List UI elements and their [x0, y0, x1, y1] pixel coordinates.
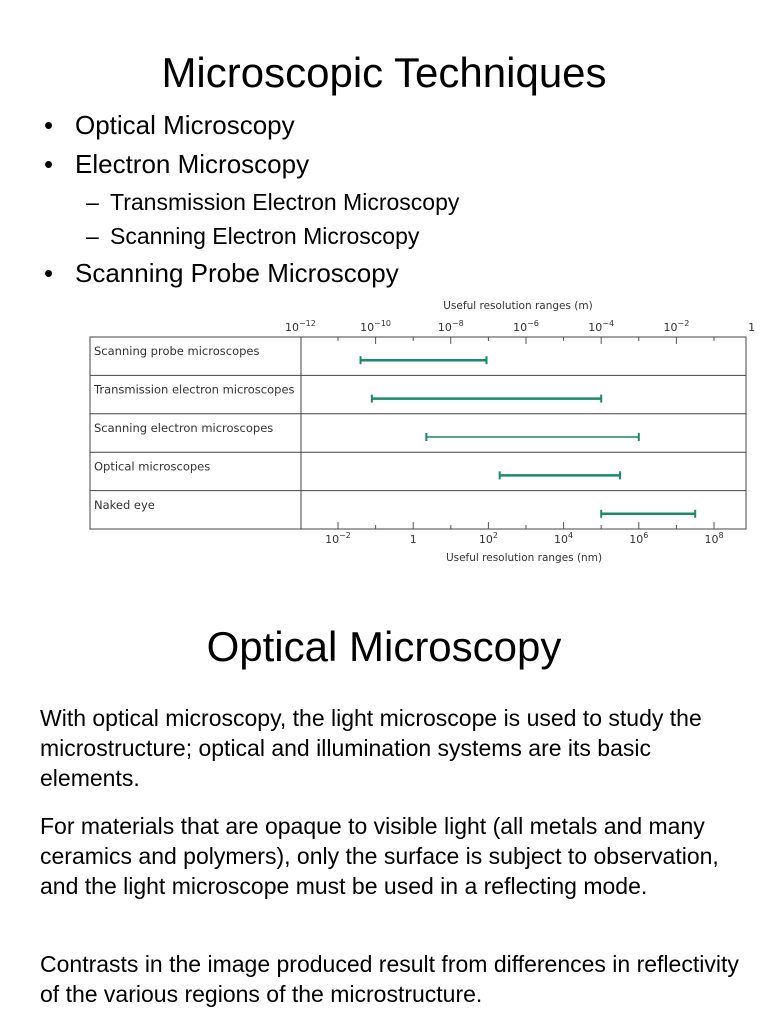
top-tick-label: 1	[748, 321, 756, 334]
bullet-marker: •	[44, 258, 54, 288]
top-axis-label: Useful resolution ranges (m)	[443, 300, 593, 312]
body-paragraph: With optical microscopy, the light microscope is used to study the microstructure; optical and illumination systems are its basic elements.	[40, 705, 702, 791]
bottom-tick-label: $10^2$	[478, 531, 498, 546]
bullet-text: Optical Microscopy	[75, 110, 295, 140]
top-tick-label: $10^{-10}$	[360, 319, 392, 334]
row-label: Naked eye	[94, 497, 155, 512]
slide-title: Microscopic Techniques	[161, 49, 607, 96]
sub-bullet-text: Scanning Electron Microscopy	[110, 223, 420, 249]
bullet-marker: •	[44, 149, 54, 179]
bottom-tick-label: $10^4$	[554, 531, 574, 546]
top-tick-label: $10^{-4}$	[588, 319, 615, 334]
top-tick-label: $10^{-8}$	[437, 319, 464, 334]
row-label: Scanning electron microscopes	[94, 421, 274, 435]
top-tick-label: $10^{-12}$	[284, 319, 316, 334]
bottom-tick-label: $10^8$	[704, 531, 724, 546]
sub-bullet-marker: –	[86, 223, 99, 249]
section-title: Optical Microscopy	[206, 623, 562, 670]
row-label: Optical microscopes	[94, 459, 211, 474]
bottom-tick-label: $10^{-2}$	[325, 531, 351, 546]
sub-bullet-text: Transmission Electron Microscopy	[110, 189, 460, 215]
body-paragraph: For materials that are opaque to visible light (all metals and many ceramics and polymers), only the surface is subject to observation, and the light microscope must be used in a reflecting mode.	[40, 813, 719, 899]
row-label: Transmission electron microscopes	[94, 382, 295, 397]
row-label: Scanning probe microscopes	[94, 344, 260, 359]
bottom-tick-label: $10^6$	[629, 531, 649, 546]
bullet-text: Scanning Probe Microscopy	[75, 258, 399, 288]
resolution-range-chart	[86, 296, 754, 568]
bottom-axis-label: Useful resolution ranges (nm)	[445, 552, 603, 564]
top-tick-label: $10^{-2}$	[663, 319, 690, 334]
bullet-text: Electron Microscopy	[75, 149, 310, 179]
bullet-marker: •	[44, 110, 54, 140]
bottom-tick-label: 1	[409, 533, 417, 546]
top-tick-label: $10^{-6}$	[513, 319, 539, 334]
sub-bullet-marker: –	[86, 189, 99, 215]
body-paragraph: Contrasts in the image produced result from differences in reflectivity of the various regions of the microstructure.	[40, 951, 739, 1007]
